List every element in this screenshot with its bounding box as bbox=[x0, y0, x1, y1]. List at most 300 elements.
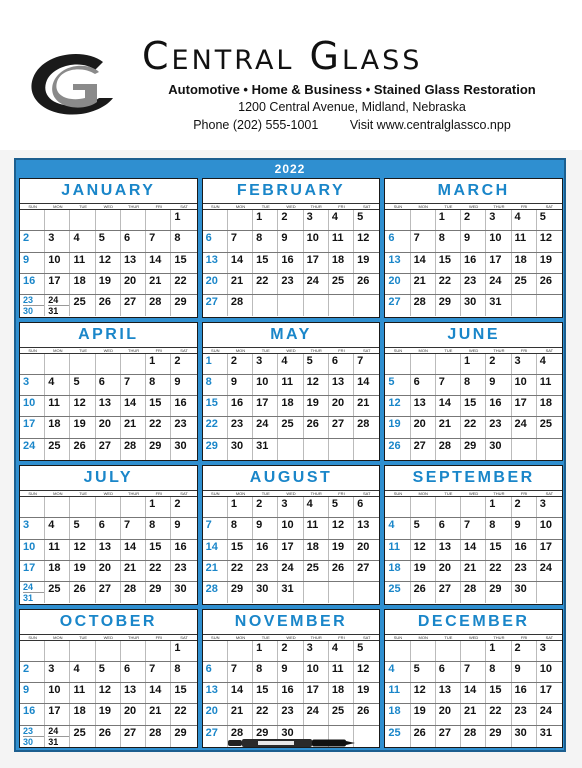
day-cell: 23 bbox=[461, 274, 486, 294]
day-cell: 29 bbox=[174, 726, 187, 739]
day-cell: 8 bbox=[174, 662, 181, 675]
day-cell: 10 bbox=[45, 683, 70, 703]
day-cell bbox=[253, 295, 278, 316]
day-cell: 3 bbox=[20, 518, 45, 538]
week-row bbox=[385, 439, 562, 460]
weekday-label: THUR bbox=[310, 491, 322, 496]
day-cell bbox=[121, 210, 146, 230]
day-cell: 12 bbox=[70, 396, 95, 416]
day-cell bbox=[96, 497, 121, 517]
week-row bbox=[385, 497, 562, 518]
weekday-label: SUN bbox=[28, 347, 37, 353]
day-cell: 18 bbox=[70, 704, 95, 724]
weekday-label: SUN bbox=[211, 204, 220, 209]
day-cell: 10 bbox=[486, 231, 511, 251]
day-cell: 17 bbox=[304, 253, 329, 273]
week-rows bbox=[203, 354, 380, 461]
weekday-label: WED bbox=[103, 491, 113, 496]
weekday-label: THUR bbox=[128, 204, 140, 209]
day-cell bbox=[70, 497, 95, 517]
day-cell: 21 bbox=[357, 397, 370, 410]
month-panel-july bbox=[19, 465, 198, 605]
day-cell: 5 bbox=[70, 375, 95, 395]
day-cell: 1 bbox=[461, 354, 486, 374]
day-cell: 8 bbox=[228, 518, 253, 538]
weekday-header bbox=[385, 634, 562, 641]
week-row bbox=[385, 561, 562, 582]
day-cell: 26 bbox=[304, 417, 329, 437]
day-cell: 18 bbox=[304, 540, 329, 560]
week-row bbox=[203, 354, 380, 375]
day-number: 24 bbox=[23, 582, 34, 593]
day-number: 30 bbox=[23, 736, 44, 747]
day-cell: 16 bbox=[486, 396, 511, 416]
weekday-label: WED bbox=[103, 204, 113, 209]
day-cell: 4 bbox=[512, 210, 537, 230]
day-cell bbox=[512, 439, 537, 460]
weekday-label: TUE bbox=[444, 491, 453, 496]
weekday-label: MON bbox=[53, 204, 63, 209]
week-row bbox=[20, 518, 197, 539]
day-cell: 25 bbox=[385, 582, 410, 603]
day-cell: 29 bbox=[203, 439, 228, 460]
day-cell: 13 bbox=[385, 253, 410, 273]
day-cell: 17 bbox=[20, 561, 45, 581]
header-band bbox=[0, 0, 582, 150]
day-cell: 4 bbox=[70, 662, 95, 682]
day-cell: 22 bbox=[146, 417, 171, 437]
day-cell: 29 bbox=[436, 295, 461, 316]
weekday-label: THUR bbox=[310, 347, 322, 353]
day-cell bbox=[329, 439, 354, 460]
day-cell bbox=[45, 641, 70, 661]
day-cell bbox=[45, 497, 70, 517]
day-cell: 19 bbox=[70, 417, 95, 437]
day-cell: 3 bbox=[512, 354, 537, 374]
day-cell: 10 bbox=[45, 253, 70, 273]
day-cell: 16 bbox=[20, 704, 45, 724]
month-panel-june bbox=[384, 322, 563, 462]
day-cell bbox=[203, 497, 228, 517]
day-cell: 26 bbox=[357, 274, 370, 287]
day-number: 30 bbox=[23, 305, 44, 316]
day-cell: 9 bbox=[278, 662, 303, 682]
day-cell: 22 bbox=[203, 417, 228, 437]
day-cell: 8 bbox=[146, 518, 171, 538]
day-cell bbox=[461, 497, 486, 517]
day-cell: 21 bbox=[461, 704, 486, 724]
day-cell: 19 bbox=[70, 561, 95, 581]
day-cell: 4 bbox=[329, 210, 354, 230]
week-row bbox=[20, 295, 197, 316]
day-cell: 1 bbox=[174, 211, 181, 223]
day-cell: 6 bbox=[203, 662, 228, 682]
day-cell: 21 bbox=[436, 417, 461, 437]
day-cell: 19 bbox=[357, 253, 370, 266]
day-cell: 17 bbox=[45, 704, 70, 724]
day-cell: 17 bbox=[304, 683, 329, 703]
dry-erase-marker-icon bbox=[228, 738, 356, 748]
day-cell: 13 bbox=[203, 683, 228, 703]
day-cell: 2 bbox=[278, 210, 303, 230]
day-cell: 29 bbox=[461, 439, 486, 460]
week-rows bbox=[203, 497, 380, 604]
phone-number: Phone (202) 555-1001 bbox=[193, 118, 319, 132]
day-cell: 30 bbox=[174, 439, 187, 452]
day-cell: 19 bbox=[96, 704, 121, 724]
day-cell: 2 bbox=[228, 354, 253, 374]
day-cell: 14 bbox=[228, 253, 253, 273]
day-cell: 12 bbox=[411, 683, 436, 703]
day-cell: 27 bbox=[203, 295, 228, 316]
day-cell: 3 bbox=[45, 231, 70, 251]
day-cell: 15 bbox=[228, 540, 253, 560]
day-cell: 12 bbox=[304, 375, 329, 395]
week-row bbox=[20, 561, 197, 582]
day-cell bbox=[304, 582, 329, 603]
day-cell: 10 bbox=[253, 375, 278, 395]
weekday-header bbox=[385, 490, 562, 497]
weekday-header bbox=[203, 203, 380, 210]
weekday-label: SUN bbox=[393, 634, 403, 640]
weekday-label: TUE bbox=[79, 347, 88, 353]
week-rows bbox=[203, 210, 380, 317]
week-row bbox=[203, 662, 380, 683]
day-cell: 15 bbox=[146, 540, 171, 560]
day-cell: 29 bbox=[146, 439, 171, 460]
day-cell: 5 bbox=[70, 518, 95, 538]
weekday-label: SAT bbox=[545, 634, 554, 640]
weekday-label: TUE bbox=[444, 347, 453, 353]
day-cell: 9 bbox=[228, 375, 253, 395]
day-cell: 5 bbox=[411, 662, 436, 682]
day-cell: 20 bbox=[203, 704, 228, 724]
day-cell: 20 bbox=[121, 274, 146, 294]
day-cell: 30 bbox=[486, 439, 511, 460]
day-cell: 11 bbox=[45, 396, 70, 416]
day-cell bbox=[20, 295, 45, 316]
day-cell: 8 bbox=[146, 375, 171, 395]
day-cell: 4 bbox=[304, 497, 329, 517]
week-row bbox=[20, 375, 197, 396]
day-cell: 11 bbox=[70, 683, 95, 703]
company-tagline: Automotive • Home & Business • Stained Glass Restoration bbox=[168, 82, 536, 97]
day-cell: 27 bbox=[121, 295, 146, 316]
week-row bbox=[20, 231, 197, 252]
day-cell: 29 bbox=[174, 296, 187, 309]
day-cell: 3 bbox=[253, 354, 278, 374]
day-cell: 18 bbox=[278, 396, 303, 416]
month-name: JULY bbox=[83, 469, 134, 486]
day-cell: 27 bbox=[96, 582, 121, 603]
day-cell: 27 bbox=[436, 582, 461, 603]
day-cell bbox=[203, 641, 228, 661]
weekday-label: FRI bbox=[520, 491, 528, 496]
contact-line bbox=[142, 118, 562, 132]
day-cell: 12 bbox=[411, 540, 436, 560]
day-cell: 31 bbox=[539, 726, 552, 739]
day-cell: 9 bbox=[20, 683, 45, 703]
day-cell: 1 bbox=[436, 210, 461, 230]
day-cell: 19 bbox=[385, 417, 410, 437]
day-cell: 20 bbox=[357, 540, 370, 553]
day-cell: 2 bbox=[20, 662, 45, 682]
day-cell bbox=[354, 726, 379, 747]
day-cell: 15 bbox=[253, 683, 278, 703]
day-cell: 22 bbox=[174, 274, 187, 287]
day-cell: 22 bbox=[461, 417, 486, 437]
day-cell: 27 bbox=[436, 726, 461, 747]
day-cell: 7 bbox=[411, 231, 436, 251]
day-cell: 18 bbox=[512, 253, 537, 273]
day-cell bbox=[121, 354, 146, 374]
day-cell: 21 bbox=[228, 704, 253, 724]
day-cell: 10 bbox=[20, 396, 45, 416]
weekday-label: SUN bbox=[393, 491, 403, 496]
day-cell: 25 bbox=[70, 295, 95, 316]
day-cell: 26 bbox=[357, 705, 370, 718]
day-cell: 16 bbox=[228, 396, 253, 416]
day-cell: 29 bbox=[146, 582, 171, 603]
day-cell: 26 bbox=[329, 561, 354, 581]
day-cell: 27 bbox=[203, 726, 228, 747]
day-cell: 30 bbox=[512, 726, 537, 747]
day-cell: 27 bbox=[96, 439, 121, 460]
day-cell bbox=[385, 210, 410, 230]
day-cell: 20 bbox=[121, 704, 146, 724]
week-row bbox=[203, 439, 380, 460]
day-cell bbox=[121, 497, 146, 517]
day-cell bbox=[45, 726, 70, 747]
day-cell: 26 bbox=[96, 295, 121, 316]
day-cell: 9 bbox=[174, 519, 181, 532]
week-row bbox=[385, 641, 562, 662]
weekday-label: MON bbox=[235, 634, 246, 640]
weekday-label: TUE bbox=[79, 204, 88, 209]
month-panel-january bbox=[19, 178, 198, 318]
day-cell bbox=[329, 582, 354, 603]
day-number: 23 bbox=[23, 295, 34, 306]
day-cell bbox=[228, 641, 253, 661]
day-cell: 6 bbox=[411, 375, 436, 395]
day-cell: 26 bbox=[411, 582, 436, 603]
day-cell: 22 bbox=[228, 561, 253, 581]
day-cell bbox=[385, 497, 410, 517]
weekday-label: MON bbox=[418, 634, 428, 640]
day-cell: 18 bbox=[45, 417, 70, 437]
day-cell: 1 bbox=[253, 641, 278, 661]
weekday-header bbox=[203, 490, 380, 497]
day-cell: 27 bbox=[411, 439, 436, 460]
weekday-header bbox=[385, 203, 562, 210]
weekday-label: SAT bbox=[545, 204, 554, 209]
day-cell: 6 bbox=[436, 518, 461, 538]
day-cell: 3 bbox=[45, 662, 70, 682]
weekday-label: FRI bbox=[338, 347, 345, 353]
day-cell: 1 bbox=[146, 354, 171, 374]
day-cell: 16 bbox=[20, 274, 45, 294]
day-cell bbox=[70, 210, 95, 230]
day-cell bbox=[436, 354, 461, 374]
month-panel-february bbox=[202, 178, 381, 318]
company-address: 1200 Central Avenue, Midland, Nebraska bbox=[238, 100, 466, 114]
day-number: 24 bbox=[48, 725, 59, 736]
day-cell: 21 bbox=[146, 274, 171, 294]
day-cell: 14 bbox=[121, 540, 146, 560]
day-cell: 26 bbox=[385, 439, 410, 460]
day-cell: 14 bbox=[203, 540, 228, 560]
weekday-label: WED bbox=[286, 347, 296, 353]
weekday-header bbox=[20, 203, 197, 210]
day-cell bbox=[203, 210, 228, 230]
day-cell: 30 bbox=[512, 582, 537, 603]
weekday-label: MON bbox=[235, 347, 246, 353]
day-cell: 25 bbox=[45, 582, 70, 603]
day-cell: 19 bbox=[411, 704, 436, 724]
week-row bbox=[203, 231, 380, 252]
week-row bbox=[20, 641, 197, 662]
week-row bbox=[385, 683, 562, 704]
day-cell: 20 bbox=[385, 274, 410, 294]
day-cell: 16 bbox=[512, 683, 537, 703]
day-cell: 5 bbox=[304, 354, 329, 374]
weekday-label: SAT bbox=[362, 347, 371, 353]
day-cell: 31 bbox=[486, 295, 511, 316]
week-row bbox=[385, 253, 562, 274]
day-cell: 4 bbox=[45, 518, 70, 538]
day-cell: 25 bbox=[45, 439, 70, 460]
day-cell: 3 bbox=[486, 210, 511, 230]
weekday-label: SAT bbox=[362, 491, 371, 496]
weekday-label: THUR bbox=[128, 634, 140, 640]
day-cell: 4 bbox=[45, 375, 70, 395]
day-cell: 24 bbox=[253, 417, 278, 437]
day-cell: 9 bbox=[174, 375, 181, 388]
day-cell: 25 bbox=[385, 726, 410, 747]
day-cell: 8 bbox=[253, 231, 278, 251]
weekday-header bbox=[20, 347, 197, 354]
company-name: Central Glass bbox=[142, 34, 423, 78]
day-cell bbox=[45, 295, 70, 316]
weekday-header bbox=[203, 347, 380, 354]
week-row bbox=[385, 582, 562, 603]
weekday-label: FRI bbox=[338, 204, 345, 209]
day-cell: 19 bbox=[539, 253, 552, 266]
day-cell: 5 bbox=[539, 211, 546, 223]
day-cell: 4 bbox=[385, 662, 410, 682]
weekday-label: WED bbox=[468, 204, 479, 209]
day-cell: 17 bbox=[45, 274, 70, 294]
day-cell: 15 bbox=[174, 684, 187, 697]
day-cell: 12 bbox=[357, 232, 370, 245]
weekday-label: SUN bbox=[393, 347, 403, 353]
weekday-label: WED bbox=[286, 204, 296, 209]
day-cell: 10 bbox=[539, 662, 552, 675]
day-cell: 31 bbox=[278, 582, 303, 603]
weekday-label: THUR bbox=[493, 634, 505, 640]
weekday-label: MON bbox=[418, 204, 428, 209]
weekday-label: FRI bbox=[520, 347, 528, 353]
day-cell: 28 bbox=[203, 582, 228, 603]
weekday-label: FRI bbox=[155, 347, 163, 353]
day-cell: 7 bbox=[228, 662, 253, 682]
weekday-label: SUN bbox=[393, 204, 403, 209]
day-cell: 15 bbox=[436, 253, 461, 273]
day-cell: 23 bbox=[278, 274, 303, 294]
day-cell: 22 bbox=[174, 705, 187, 718]
weekday-label: WED bbox=[103, 347, 113, 353]
day-cell: 4 bbox=[539, 354, 546, 367]
day-cell: 13 bbox=[357, 519, 370, 532]
weekday-header bbox=[20, 634, 197, 641]
month-name: MAY bbox=[270, 325, 312, 343]
day-cell: 14 bbox=[228, 683, 253, 703]
day-cell: 2 bbox=[174, 354, 181, 367]
day-cell: 4 bbox=[329, 641, 354, 661]
day-cell: 7 bbox=[203, 518, 228, 538]
cg-logo-icon bbox=[25, 48, 125, 128]
day-cell: 10 bbox=[20, 540, 45, 560]
day-cell: 7 bbox=[228, 231, 253, 251]
day-cell: 15 bbox=[174, 253, 187, 266]
day-cell: 25 bbox=[70, 726, 95, 747]
day-cell: 2 bbox=[20, 231, 45, 251]
day-cell bbox=[461, 641, 486, 661]
day-cell bbox=[329, 295, 354, 316]
day-cell: 26 bbox=[70, 582, 95, 603]
weekday-label: MON bbox=[418, 491, 428, 496]
day-cell: 11 bbox=[329, 662, 354, 682]
week-row bbox=[20, 396, 197, 417]
week-row bbox=[203, 396, 380, 417]
week-row bbox=[20, 354, 197, 375]
day-cell: 28 bbox=[357, 418, 370, 431]
weekday-label: MON bbox=[53, 491, 63, 496]
day-cell: 15 bbox=[486, 540, 511, 560]
day-cell: 24 bbox=[512, 417, 537, 437]
week-row bbox=[20, 540, 197, 561]
day-cell: 13 bbox=[436, 540, 461, 560]
day-cell: 22 bbox=[253, 704, 278, 724]
weekday-label: TUE bbox=[261, 634, 270, 640]
day-cell: 14 bbox=[411, 253, 436, 273]
day-cell: 5 bbox=[357, 211, 364, 223]
day-cell: 28 bbox=[228, 295, 253, 316]
day-cell: 21 bbox=[228, 274, 253, 294]
month-name: MARCH bbox=[437, 182, 510, 199]
month-panel-december bbox=[384, 609, 563, 749]
day-cell: 11 bbox=[385, 683, 410, 703]
week-row bbox=[203, 210, 380, 231]
day-cell: 22 bbox=[436, 274, 461, 294]
month-name: FEBRUARY bbox=[236, 182, 346, 199]
day-number: 23 bbox=[23, 725, 34, 736]
day-cell: 30 bbox=[228, 439, 253, 460]
day-cell: 28 bbox=[121, 439, 146, 460]
day-cell: 13 bbox=[411, 396, 436, 416]
day-cell: 26 bbox=[411, 726, 436, 747]
day-cell: 29 bbox=[253, 726, 278, 747]
day-cell bbox=[354, 295, 379, 316]
day-cell: 6 bbox=[121, 662, 146, 682]
day-cell: 17 bbox=[512, 396, 537, 416]
month-name: JUNE bbox=[447, 325, 500, 343]
day-cell: 20 bbox=[329, 396, 354, 416]
week-row bbox=[203, 540, 380, 561]
day-cell: 10 bbox=[304, 662, 329, 682]
week-row bbox=[20, 726, 197, 747]
week-row bbox=[20, 683, 197, 704]
